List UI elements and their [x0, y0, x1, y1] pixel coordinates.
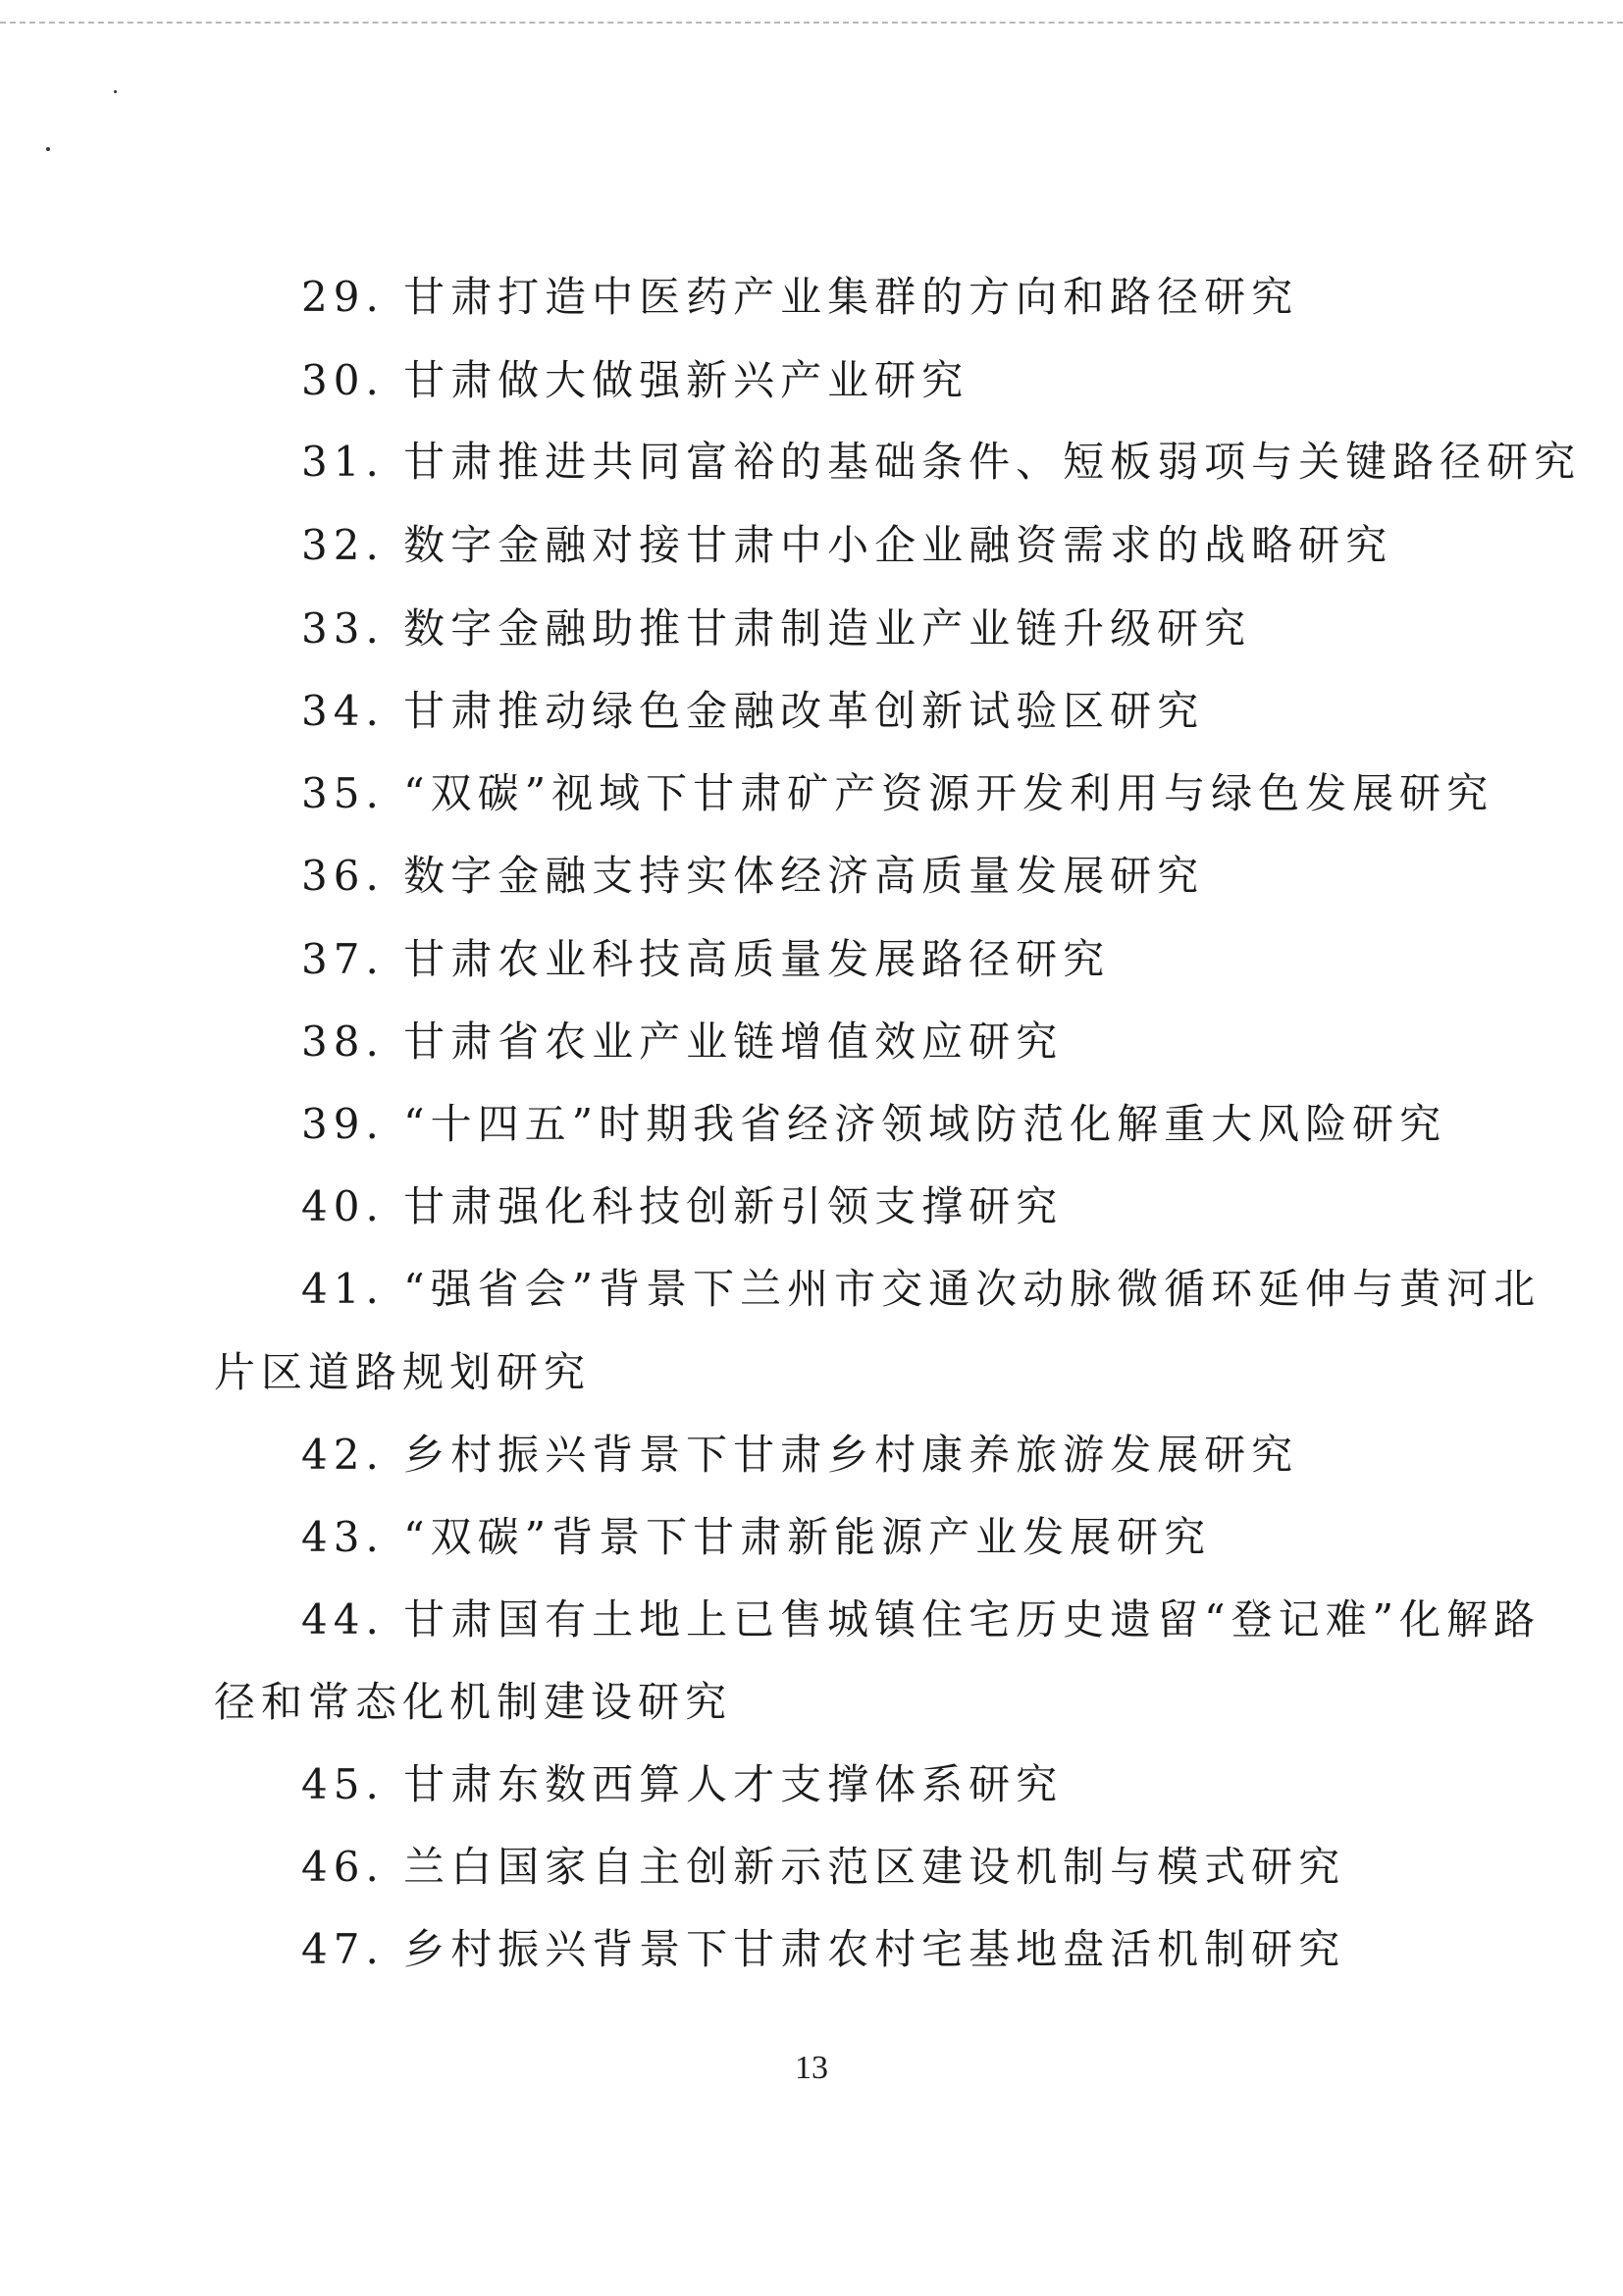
list-item: 39. “十四五”时期我省经济领域防范化解重大风险研究: [301, 1100, 1447, 1148]
list-item-continuation: 片区道路规划研究: [214, 1348, 592, 1396]
list-item: 34. 甘肃推动绿色金融改革创新试验区研究: [301, 687, 1205, 735]
list-item: 38. 甘肃省农业产业链增值效应研究: [301, 1018, 1064, 1066]
list-item: 44. 甘肃国有土地上已售城镇住宅历史遗留“登记难”化解路: [301, 1595, 1542, 1644]
list-item: 36. 数字金融支持实体经济高质量发展研究: [301, 852, 1205, 900]
list-item: 31. 甘肃推进共同富裕的基础条件、短板弱项与关键路径研究: [301, 438, 1582, 486]
list-item: 37. 甘肃农业科技高质量发展路径研究: [301, 935, 1111, 983]
scan-speck: [114, 90, 117, 93]
list-item: 29. 甘肃打造中医药产业集群的方向和路径研究: [301, 273, 1299, 321]
list-item: 30. 甘肃做大做强新兴产业研究: [301, 356, 969, 404]
list-item: 43. “双碳”背景下甘肃新能源产业发展研究: [301, 1513, 1212, 1561]
list-item: 32. 数字金融对接甘肃中小企业融资需求的战略研究: [301, 521, 1393, 569]
list-item: 35. “双碳”视域下甘肃矿产资源开发利用与绿色发展研究: [301, 769, 1494, 817]
list-item: 40. 甘肃强化科技创新引领支撑研究: [301, 1182, 1064, 1230]
list-item: 41. “强省会”背景下兰州市交通次动脉微循环延伸与黄河北: [301, 1265, 1542, 1313]
scan-speck: [46, 147, 50, 151]
page-number: 13: [795, 2050, 828, 2086]
list-item: 46. 兰白国家自主创新示范区建设机制与模式研究: [301, 1843, 1346, 1891]
list-item: 42. 乡村振兴背景下甘肃乡村康养旅游发展研究: [301, 1431, 1299, 1479]
list-item-continuation: 径和常态化机制建设研究: [214, 1678, 733, 1726]
list-item: 45. 甘肃东数西算人才支撑体系研究: [301, 1760, 1064, 1808]
scan-border-line: [0, 22, 1623, 24]
list-item: 47. 乡村振兴背景下甘肃农村宅基地盘活机制研究: [301, 1925, 1346, 1973]
list-item: 33. 数字金融助推甘肃制造业产业链升级研究: [301, 604, 1252, 652]
